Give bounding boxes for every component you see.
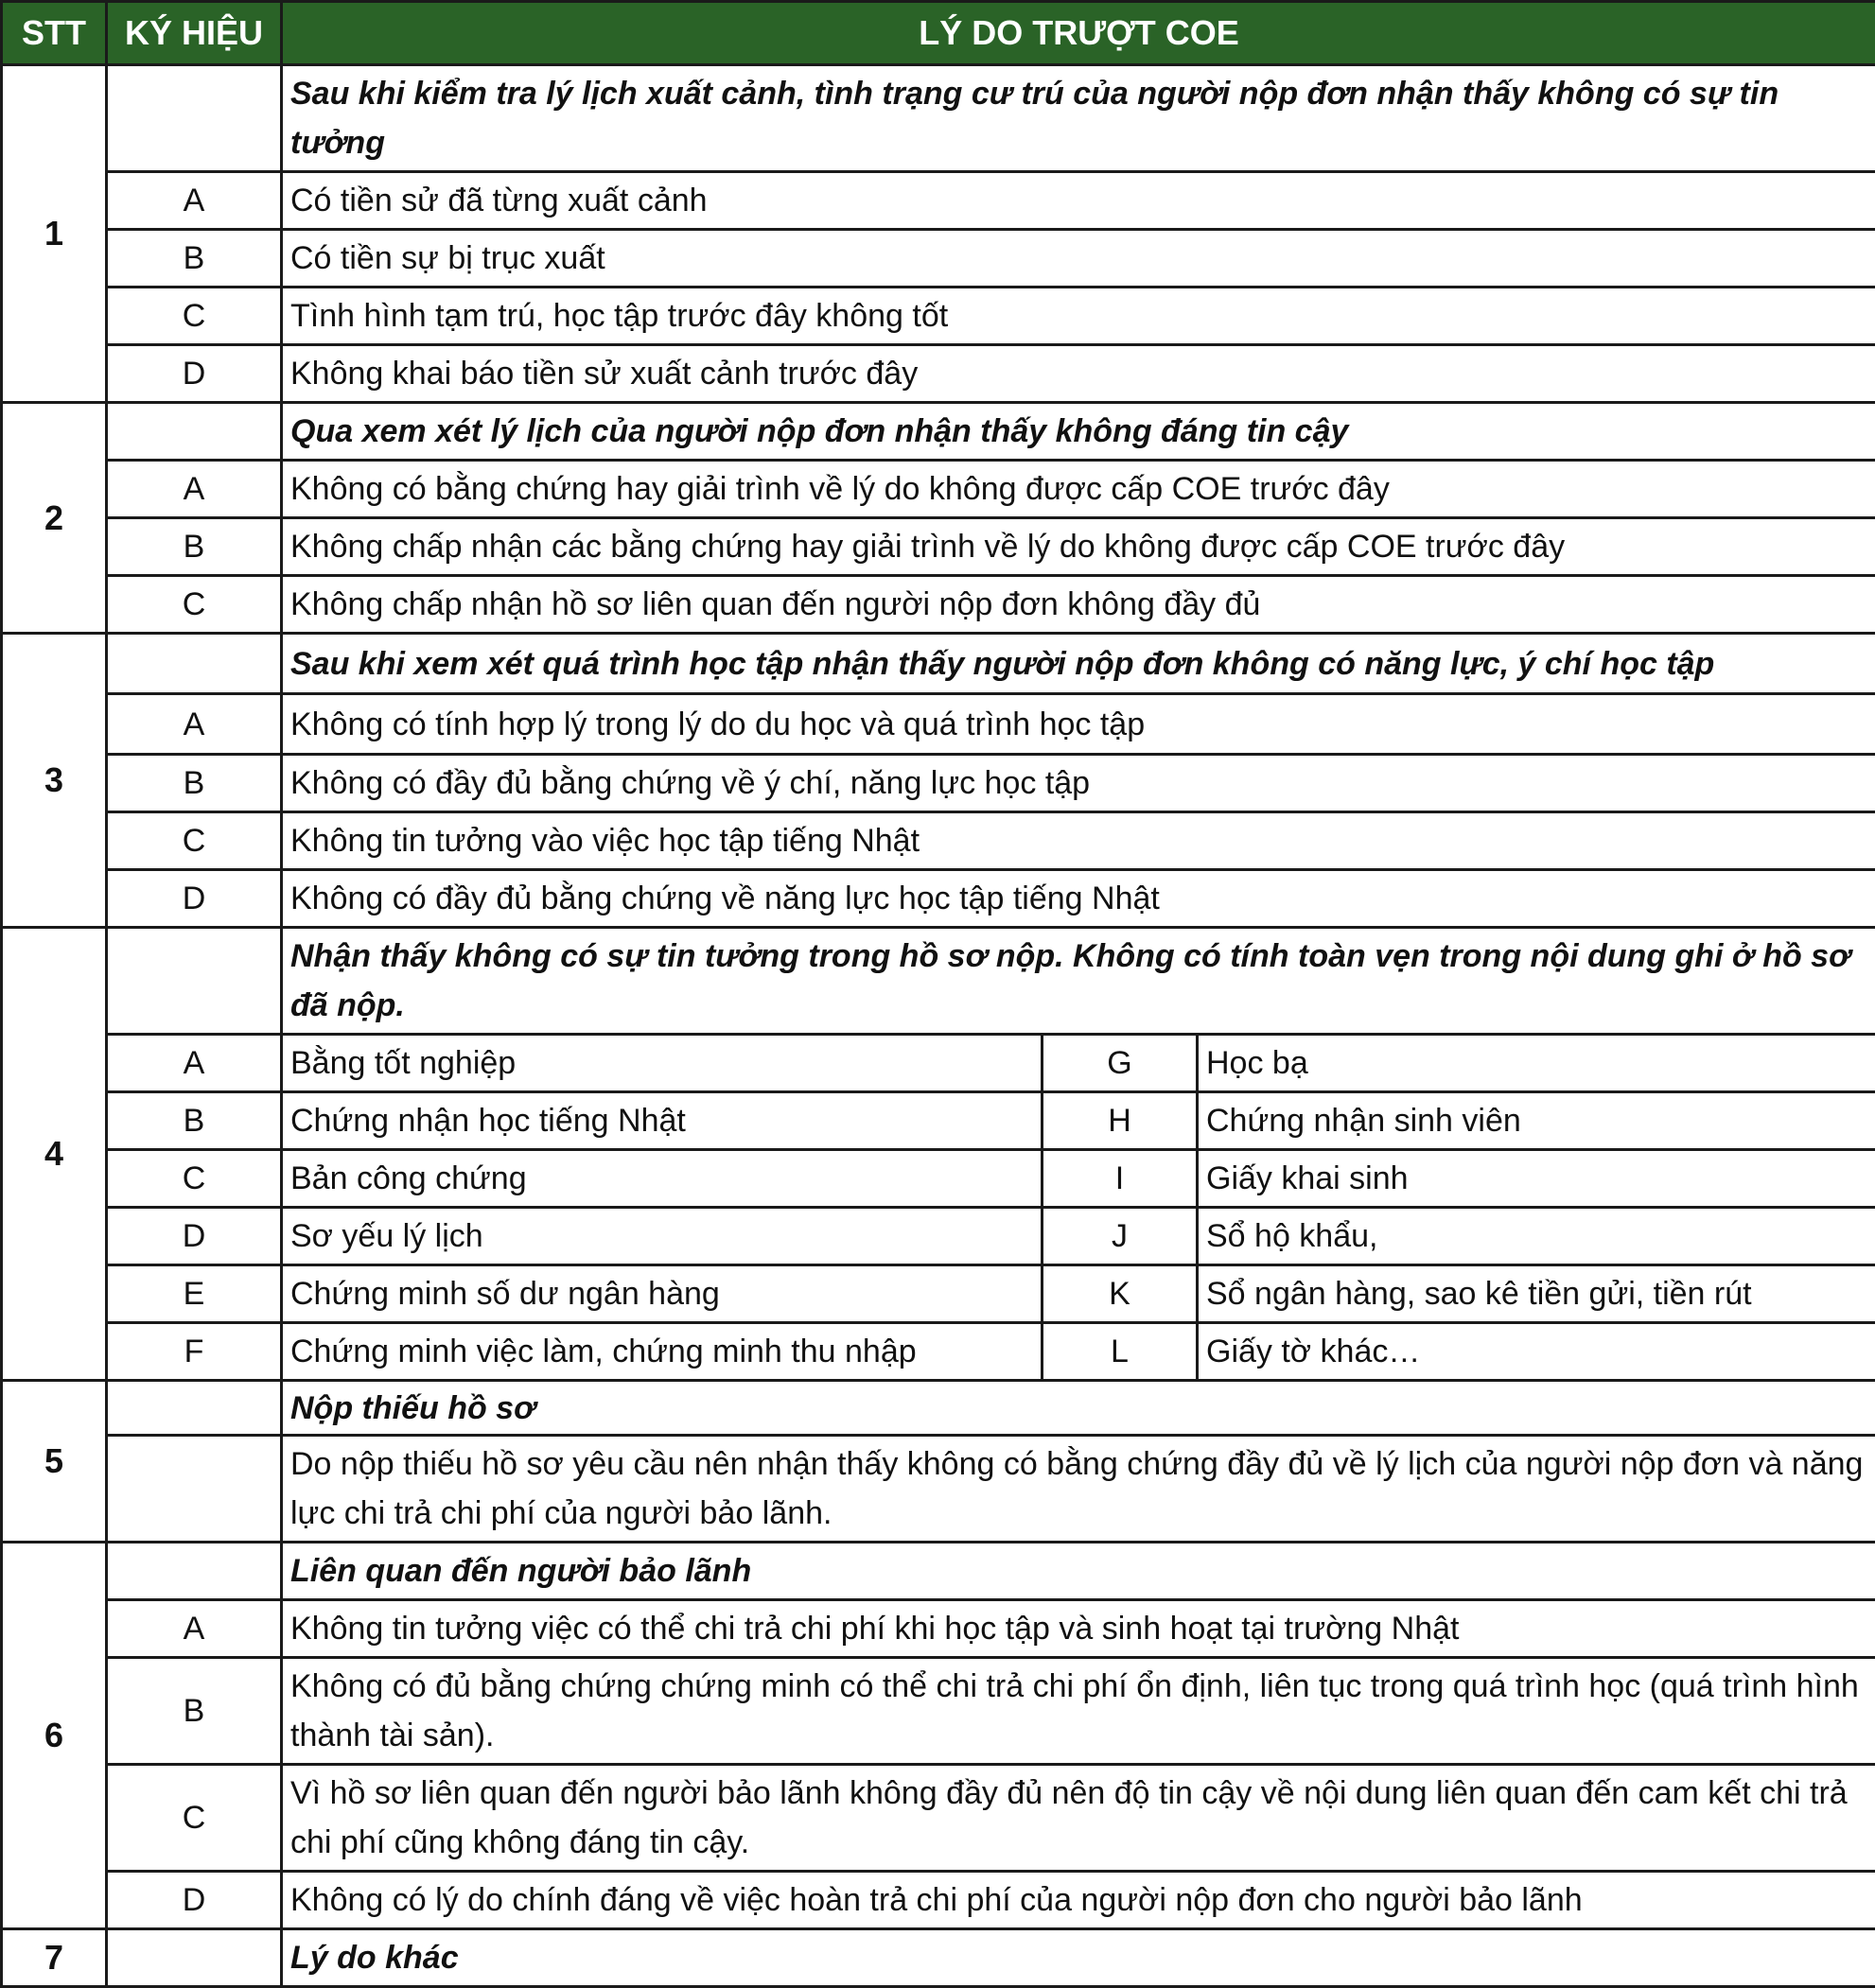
group-heading-row xyxy=(2,1929,1875,1987)
table-row xyxy=(2,1872,1875,1929)
table-row xyxy=(2,1265,1875,1323)
document-cell: Chứng nhận học tiếng Nhật xyxy=(282,1092,1043,1150)
table-row xyxy=(2,812,1875,870)
header-ky-hieu: KÝ HIỆU xyxy=(107,2,282,65)
table-row xyxy=(2,1436,1875,1543)
table-row xyxy=(2,1323,1875,1381)
reason-cell: Không khai báo tiền sử xuất cảnh trước đây xyxy=(282,345,1875,403)
code-cell: L xyxy=(1043,1323,1198,1381)
group-heading-row xyxy=(2,1543,1875,1600)
table-header-row xyxy=(2,2,1875,65)
code-cell: A xyxy=(107,1600,282,1658)
reason-cell: Không có đủ bằng chứng chứng minh có thể chi trả chi phí ổn định, liên tục trong quá trình học (quá trình hình thành tài sản). xyxy=(282,1658,1875,1765)
code-cell: B xyxy=(107,1092,282,1150)
group-number: 7 xyxy=(2,1929,107,1987)
table-row xyxy=(2,1092,1875,1150)
reason-cell: Không có lý do chính đáng về việc hoàn trả chi phí của người nộp đơn cho người bảo lãnh xyxy=(282,1872,1875,1929)
reason-cell: Không có tính hợp lý trong lý do du học và quá trình học tập xyxy=(282,694,1875,755)
reason-cell: Không có đầy đủ bằng chứng về năng lực học tập tiếng Nhật xyxy=(282,870,1875,928)
code-cell xyxy=(107,1381,282,1436)
table-row xyxy=(2,576,1875,634)
reason-cell: Không có bằng chứng hay giải trình về lý do không được cấp COE trước đây xyxy=(282,461,1875,518)
group-heading: Nộp thiếu hồ sơ xyxy=(282,1381,1875,1436)
document-cell: Bằng tốt nghiệp xyxy=(282,1035,1043,1092)
group-number: 1 xyxy=(2,65,107,403)
reason-cell: Do nộp thiếu hồ sơ yêu cầu nên nhận thấy không có bằng chứng đầy đủ về lý lịch của người nộp đơn và năng lực chi trả chi phí của người bảo lãnh. xyxy=(282,1436,1875,1543)
header-stt: STT xyxy=(2,2,107,65)
code-cell xyxy=(107,1436,282,1543)
reason-cell: Không chấp nhận hồ sơ liên quan đến người nộp đơn không đầy đủ xyxy=(282,576,1875,634)
group-number: 2 xyxy=(2,403,107,634)
code-cell: C xyxy=(107,1765,282,1872)
reason-cell: Không tin tưởng vào việc học tập tiếng Nhật xyxy=(282,812,1875,870)
group-number: 5 xyxy=(2,1381,107,1543)
code-cell xyxy=(107,1543,282,1600)
header-ly-do: LÝ DO TRƯỢT COE xyxy=(282,2,1875,65)
code-cell xyxy=(107,928,282,1035)
table-row xyxy=(2,1150,1875,1208)
code-cell: J xyxy=(1043,1208,1198,1265)
document-cell: Sổ ngân hàng, sao kê tiền gửi, tiền rút xyxy=(1198,1265,1875,1323)
table-row xyxy=(2,461,1875,518)
table-row xyxy=(2,172,1875,230)
group-number: 4 xyxy=(2,928,107,1381)
group-heading-row xyxy=(2,634,1875,694)
table-row xyxy=(2,1658,1875,1765)
document-cell: Chứng nhận sinh viên xyxy=(1198,1092,1875,1150)
code-cell: I xyxy=(1043,1150,1198,1208)
code-cell xyxy=(107,65,282,172)
group-heading-row xyxy=(2,65,1875,172)
table-row xyxy=(2,1035,1875,1092)
code-cell: C xyxy=(107,288,282,345)
reason-cell: Vì hồ sơ liên quan đến người bảo lãnh không đầy đủ nên độ tin cậy về nội dung liên quan đến cam kết chi trả chi phí cũng không đáng tin cậy. xyxy=(282,1765,1875,1872)
group-heading: Lý do khác xyxy=(282,1929,1875,1987)
reason-cell: Không chấp nhận các bằng chứng hay giải trình về lý do không được cấp COE trước đây xyxy=(282,518,1875,576)
code-cell: H xyxy=(1043,1092,1198,1150)
code-cell: B xyxy=(107,1658,282,1765)
code-cell: E xyxy=(107,1265,282,1323)
group-heading: Liên quan đến người bảo lãnh xyxy=(282,1543,1875,1600)
code-cell: C xyxy=(107,1150,282,1208)
document-cell: Học bạ xyxy=(1198,1035,1875,1092)
group-number: 3 xyxy=(2,634,107,928)
code-cell: K xyxy=(1043,1265,1198,1323)
code-cell: D xyxy=(107,870,282,928)
reason-cell: Có tiền sự bị trục xuất xyxy=(282,230,1875,288)
code-cell: A xyxy=(107,694,282,755)
group-heading: Sau khi kiểm tra lý lịch xuất cảnh, tình trạng cư trú của người nộp đơn nhận thấy không có sự tin tưởng xyxy=(282,65,1875,172)
code-cell: D xyxy=(107,1872,282,1929)
code-cell xyxy=(107,403,282,461)
code-cell: D xyxy=(107,1208,282,1265)
group-heading-row xyxy=(2,928,1875,1035)
code-cell: C xyxy=(107,576,282,634)
group-heading: Sau khi xem xét quá trình học tập nhận thấy người nộp đơn không có năng lực, ý chí học tập xyxy=(282,634,1875,694)
code-cell: C xyxy=(107,812,282,870)
group-heading-row xyxy=(2,1381,1875,1436)
code-cell: D xyxy=(107,345,282,403)
reason-cell: Không tin tưởng việc có thể chi trả chi phí khi học tập và sinh hoạt tại trường Nhật xyxy=(282,1600,1875,1658)
table-row xyxy=(2,694,1875,755)
table-row xyxy=(2,518,1875,576)
document-cell: Chứng minh số dư ngân hàng xyxy=(282,1265,1043,1323)
table-row xyxy=(2,1208,1875,1265)
code-cell: B xyxy=(107,755,282,812)
document-cell: Giấy khai sinh xyxy=(1198,1150,1875,1208)
document-cell: Sổ hộ khẩu, xyxy=(1198,1208,1875,1265)
reason-cell: Có tiền sử đã từng xuất cảnh xyxy=(282,172,1875,230)
document-cell: Bản công chứng xyxy=(282,1150,1043,1208)
group-heading-row xyxy=(2,403,1875,461)
table-row xyxy=(2,288,1875,345)
group-heading: Nhận thấy không có sự tin tưởng trong hồ sơ nộp. Không có tính toàn vẹn trong nội dung ghi ở hồ sơ đã nộp. xyxy=(282,928,1875,1035)
reason-cell: Tình hình tạm trú, học tập trước đây không tốt xyxy=(282,288,1875,345)
document-cell: Chứng minh việc làm, chứng minh thu nhập xyxy=(282,1323,1043,1381)
code-cell: B xyxy=(107,518,282,576)
table-row xyxy=(2,230,1875,288)
code-cell: A xyxy=(107,1035,282,1092)
group-number: 6 xyxy=(2,1543,107,1929)
table-row xyxy=(2,1600,1875,1658)
code-cell: B xyxy=(107,230,282,288)
table-row xyxy=(2,870,1875,928)
table-row xyxy=(2,345,1875,403)
document-cell: Giấy tờ khác… xyxy=(1198,1323,1875,1381)
code-cell: G xyxy=(1043,1035,1198,1092)
document-cell: Sơ yếu lý lịch xyxy=(282,1208,1043,1265)
group-heading: Qua xem xét lý lịch của người nộp đơn nhận thấy không đáng tin cậy xyxy=(282,403,1875,461)
reason-cell: Không có đầy đủ bằng chứng về ý chí, năng lực học tập xyxy=(282,755,1875,812)
table-row xyxy=(2,755,1875,812)
code-cell: A xyxy=(107,461,282,518)
code-cell: A xyxy=(107,172,282,230)
code-cell: F xyxy=(107,1323,282,1381)
table-row xyxy=(2,1765,1875,1872)
code-cell xyxy=(107,1929,282,1987)
code-cell xyxy=(107,634,282,694)
